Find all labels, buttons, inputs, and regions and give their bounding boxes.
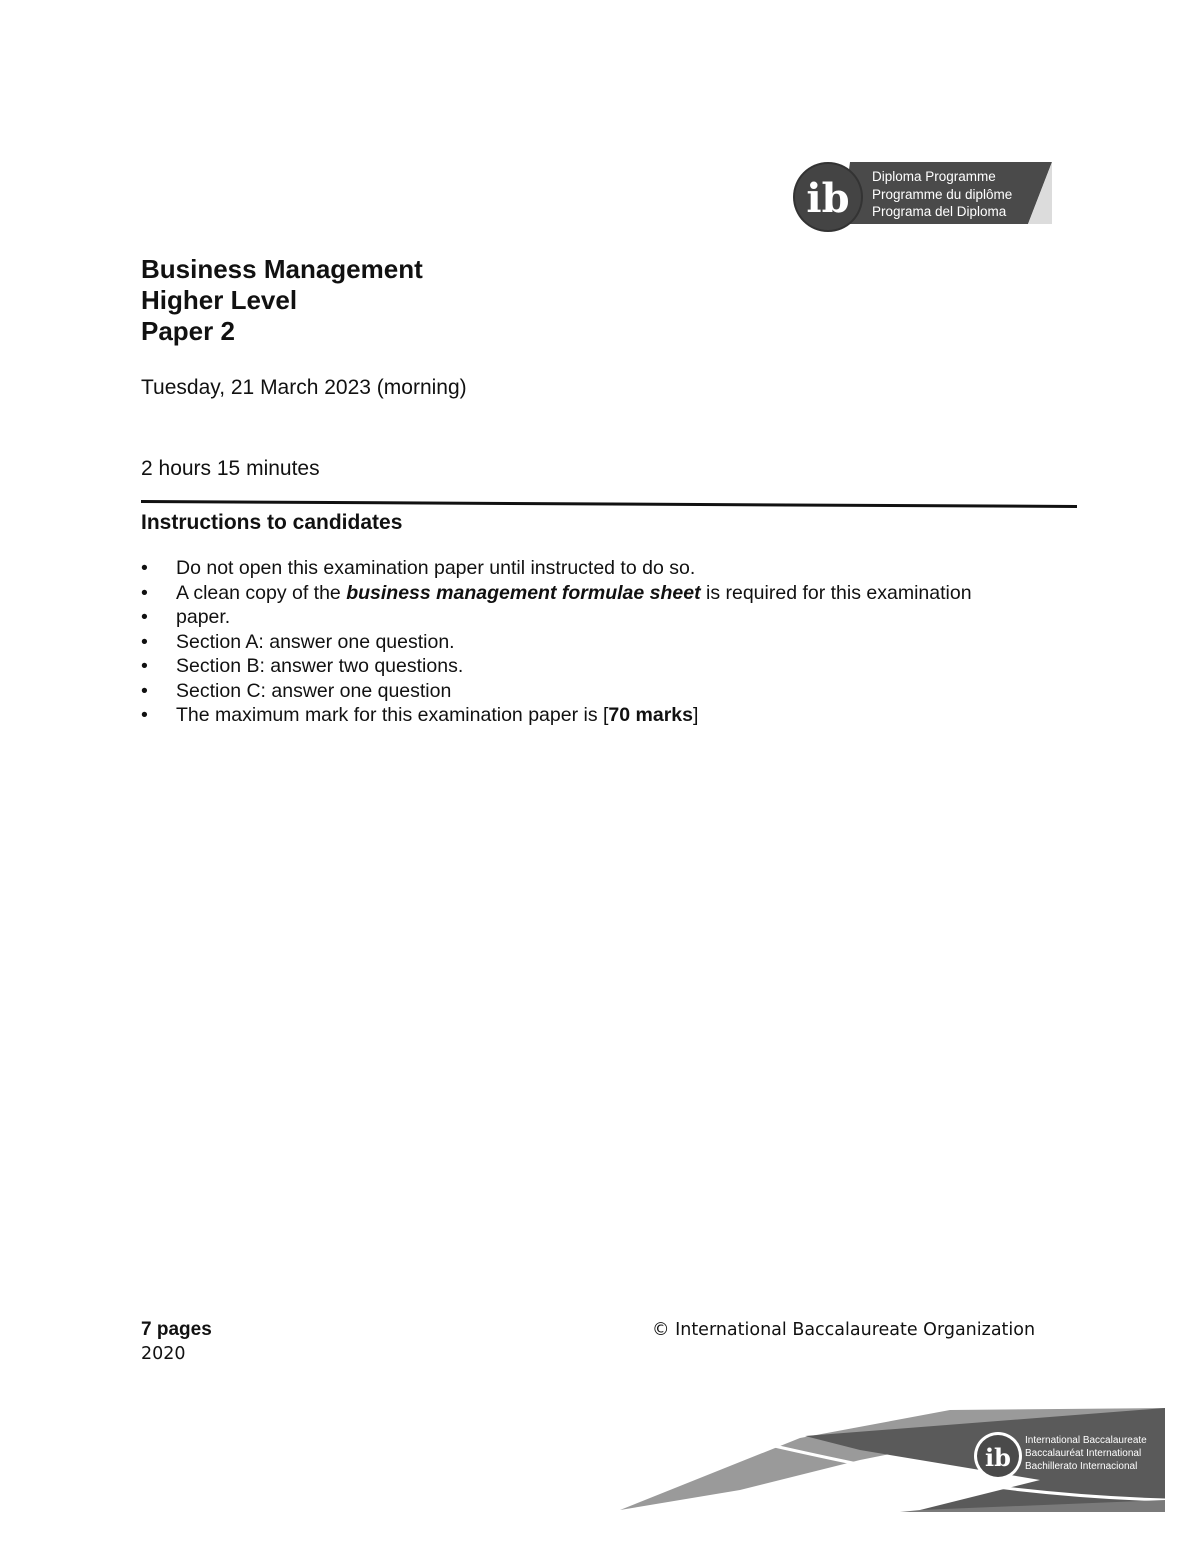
subject-title: Business Management <box>141 254 423 284</box>
instruction-item: • Section A: answer one question. <box>141 630 455 653</box>
instruction-item: • paper. <box>141 606 231 628</box>
programme-line-fr: Programme du diplôme <box>872 186 1013 202</box>
org-line-en: International Baccalaureate <box>1025 1435 1147 1446</box>
exam-date: Tuesday, 21 March 2023 (morning) <box>141 376 467 399</box>
bullet-icon: • <box>141 655 148 677</box>
instruction-item: • Section B: answer two questions. <box>141 655 464 677</box>
org-line-fr: Baccalauréat International <box>1025 1448 1142 1459</box>
programme-line-es: Programa del Diploma <box>872 204 1007 219</box>
organization-names <box>1025 1434 1147 1473</box>
ib-letters: ib <box>806 175 850 222</box>
divider-rule <box>141 500 1077 508</box>
year: 2020 <box>141 1344 186 1364</box>
instruction-item: • The maximum mark for this examination paper is [70 marks] <box>141 704 699 726</box>
copyright-notice: © International Baccalaureate Organization <box>652 1320 1036 1340</box>
instruction-item: • A clean copy of the business management formulae sheet is required for this examination <box>141 581 972 604</box>
ib-organization-logo <box>620 1400 1170 1515</box>
paper-title: Paper 2 <box>141 316 235 346</box>
page-count: 7 pages <box>141 1319 212 1340</box>
instructions-list <box>141 556 1101 728</box>
ib-diploma-logo <box>790 160 1052 234</box>
bullet-icon: • <box>141 606 148 628</box>
bullet-icon: • <box>141 581 148 604</box>
instruction-item: • Section C: answer one question <box>141 679 452 702</box>
exam-duration: 2 hours 15 minutes <box>141 457 320 480</box>
level-title: Higher Level <box>141 285 298 315</box>
programme-names <box>872 168 1012 221</box>
bullet-icon: • <box>141 679 148 702</box>
instructions-heading: Instructions to candidates <box>141 511 403 534</box>
formulae-sheet-emphasis: business management formulae sheet <box>346 581 701 604</box>
max-marks: 70 marks <box>608 704 693 726</box>
org-line-es: Bachillerato Internacional <box>1025 1461 1138 1472</box>
bullet-icon: • <box>141 704 148 726</box>
instruction-item: • Do not open this examination paper until instructed to do so. <box>141 557 696 579</box>
ib-letters-small: ib <box>985 1443 1011 1472</box>
programme-line-en: Diploma Programme <box>872 169 996 184</box>
bullet-icon: • <box>141 630 148 653</box>
bullet-icon: • <box>141 557 148 579</box>
